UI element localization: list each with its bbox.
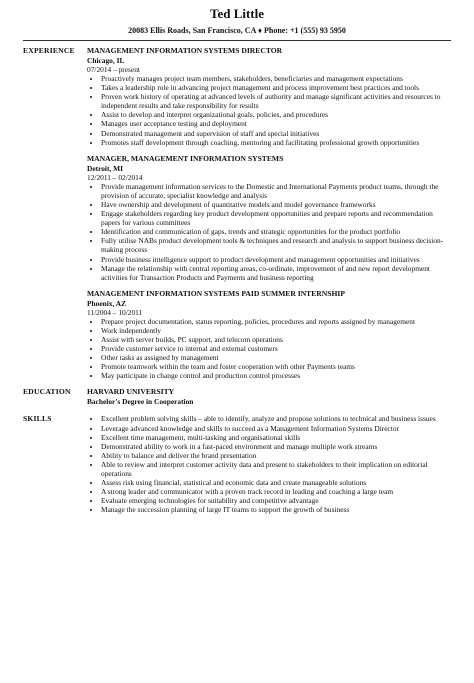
job-title: MANAGEMENT INFORMATION SYSTEMS PAID SUMMER INTERNSHIP	[87, 288, 345, 298]
experience-label: EXPERIENCE	[23, 46, 75, 55]
job-bullet: • Fully utilise NABs product development tools & techniques and research and analysis to support business decision-making process	[101, 236, 449, 254]
job-bullets	[87, 317, 449, 381]
job-bullet: • Proven work history of operating at advanced levels of authority and manage significant activities and resources to independent results and take responsibility for results	[101, 92, 449, 110]
job-title: MANAGEMENT INFORMATION SYSTEMS DIRECTOR	[87, 46, 283, 55]
job-bullets	[87, 74, 449, 147]
skill-item: • Leverage advanced knowledge and skills to succeed as a Management Information Systems Director	[101, 424, 449, 433]
job-bullet: • Identification and communication of gaps, trends and strategic opportunities for the product portfolio	[101, 227, 449, 236]
school-name: HARVARD UNIVERSITY	[87, 387, 175, 397]
job-location: Detroit, MI	[87, 163, 123, 173]
job-bullet: • Promote teamwork within the team and foster cooperation with other Payments teams	[101, 362, 449, 371]
job-bullet: • Prepare project documentation, status reporting, policies, procedures and reports assigned by management	[101, 317, 449, 326]
skills-body	[87, 414, 449, 514]
skill-item: • Manage the succession planning of large IT teams to support the growth of business	[101, 505, 449, 514]
job-bullet: • Manages user acceptance testing and deployment	[101, 119, 449, 128]
skills-label: SKILLS	[23, 414, 52, 424]
job-bullet: • Assist to develop and interpret organizational goals, policies, and procedures	[101, 110, 449, 119]
job-dates: 11/2004 – 10/2011	[87, 307, 143, 317]
skills-section	[23, 414, 474, 514]
job-entry	[87, 154, 449, 282]
job-bullet: • Engage stakeholders regarding key product development opportunities and prepare reports and recommendation papers for various committees	[101, 209, 449, 227]
skill-item: • A strong leader and communicator with a proven track record in leading and coaching a large team	[101, 487, 449, 496]
job-dates: 07/2014 – present	[87, 65, 140, 74]
job-bullet: • Proactively manages project team members, stakeholders, beneficiaries and management expectations	[101, 74, 449, 83]
job-bullet: • Demonstrated management and supervision of staff and special initiatives	[101, 129, 449, 138]
job-dates: 12/2011 – 02/2014	[87, 172, 143, 182]
education-label: EDUCATION	[23, 387, 71, 397]
job-bullet: • Assist with server builds, PC support, and telecom operations	[101, 335, 449, 344]
education-section	[23, 387, 474, 406]
skill-item: • Demonstrated ability to work in a fast-paced environment and manage multiple work streams	[101, 442, 449, 451]
job-bullet: • Provide business intelligence support to product development and management opportunities and initiatives	[101, 255, 449, 264]
skill-item: • Excellent time management, multi-tasking and organisational skills	[101, 433, 449, 442]
job-bullet: • Provide management information services to the Domestic and International Payments product teams, through the provision of accurate, specialist knowledge and analysis	[101, 182, 449, 200]
candidate-name: Ted Little	[209, 6, 265, 21]
header-divider	[23, 40, 451, 41]
skill-item: • Excellent problem solving skills – able to identify, analyze and propose solutions to technical and business issues	[101, 414, 449, 423]
job-bullet: • Work independently	[101, 326, 449, 335]
skill-item: • Ability to balance and deliver the brand presentation	[101, 451, 449, 460]
job-title: MANAGER, MANAGEMENT INFORMATION SYSTEMS	[87, 153, 284, 163]
resume-header	[0, 0, 474, 36]
job-bullet: • Takes a leadership role in advancing project management and process improvement best practices and tools	[101, 83, 449, 92]
skill-item: • Assess risk using financial, statistical and economic data and create manageable solutions	[101, 478, 449, 487]
job-bullet: • Other tasks as assigned by management	[101, 353, 449, 362]
education-body	[87, 387, 449, 406]
skill-item: • Evaluate emerging technologies for suitability and competitive advantage	[101, 496, 449, 505]
contact-line: 20083 Ellis Roads, San Francisco, CA ♦ Phone: +1 (555) 93 5950	[128, 26, 346, 35]
job-bullet: • Have ownership and development of quantitative models and model governance frameworks	[101, 200, 449, 209]
job-entry	[87, 289, 449, 381]
job-bullet: • Provide customer service to internal and external customers	[101, 344, 449, 353]
skills-list	[87, 414, 449, 514]
job-bullet: • May participate in change control and production control processes	[101, 371, 449, 380]
job-location: Chicago, IL	[87, 56, 125, 65]
experience-body	[87, 46, 449, 387]
experience-section	[23, 46, 474, 387]
skill-item: • Able to review and interpret customer activity data and present to stakeholders to their implication on editorial operations	[101, 460, 449, 478]
job-bullet: • Promotes staff development through coaching, mentoring and facilitating professional growth opportunities	[101, 138, 449, 147]
degree: Bachelor's Degree in Cooperation	[87, 397, 194, 407]
job-entry	[87, 46, 449, 147]
job-bullet: • Manage the relationship with central reporting areas, co-ordinate, improvement of and new report development activities for Transaction Products and Payments and business reporting	[101, 264, 449, 282]
job-location: Phoenix, AZ	[87, 298, 127, 308]
job-bullets	[87, 182, 449, 282]
